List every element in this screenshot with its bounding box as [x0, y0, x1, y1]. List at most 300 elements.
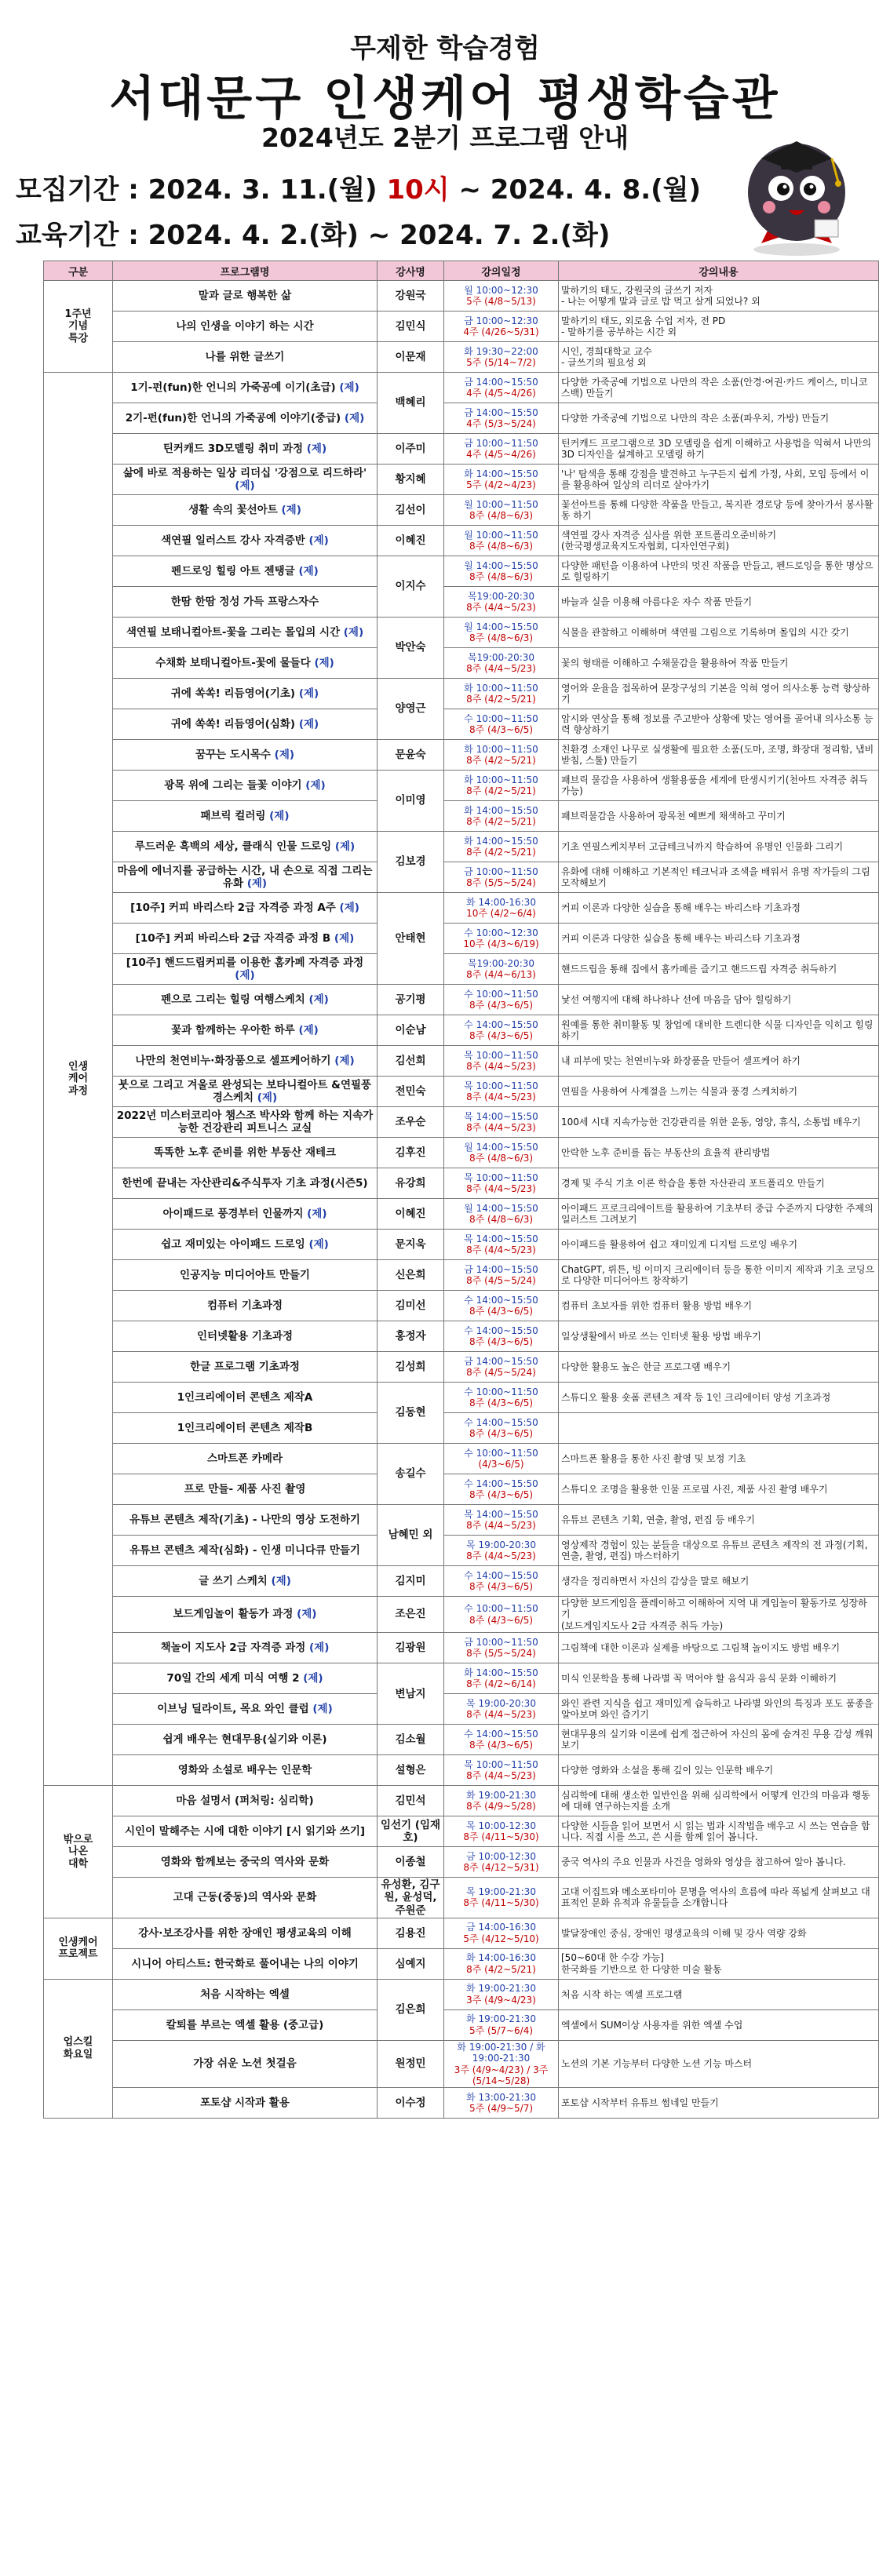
program-name-cell [113, 587, 378, 618]
schedule-time: 수 10:00~11:50 [464, 712, 538, 724]
description-cell: 처음 시작 하는 엑셀 프로그램 [559, 1979, 879, 2009]
table-row [44, 1199, 879, 1230]
schedule-weeks: 10주 (4/2~6/4) [466, 908, 536, 919]
instructor-cell: 문윤숙 [378, 740, 444, 771]
program-name-cell [113, 1597, 378, 1633]
instructor-cell: 황지혜 [378, 465, 444, 495]
schedule-weeks: 8주 (4/4~5/23) [466, 1244, 536, 1255]
schedule-time: 화 14:00~15:50 [464, 835, 538, 847]
table-row [44, 1566, 879, 1597]
schedule-cell [444, 924, 559, 954]
schedule-cell [444, 1260, 559, 1291]
table-row [44, 1536, 879, 1566]
program-name-cell [113, 1694, 378, 1725]
program-name-cell [113, 1536, 378, 1566]
program-name-cell [113, 1918, 378, 1948]
schedule-time: 수 14:00~15:50 [464, 1477, 538, 1489]
schedule-weeks: 5주 (5/7~6/4) [469, 2024, 534, 2036]
schedule-time: 목19:00-20:30 [467, 651, 535, 663]
program-tag: (제) [298, 564, 319, 578]
category-cell: 인생케어 프로젝트 [44, 1918, 113, 1979]
description-cell: 기초 연필스케치부터 고급테크닉까지 학습하여 유명인 인물화 그리기 [559, 832, 879, 862]
program-name: 2022년 미스터코리아 챔스조 박사와 함께 하는 지속가능한 건강관리 피트니스 교실 [116, 1109, 374, 1135]
schedule-cell [444, 1633, 559, 1663]
table-row [44, 893, 879, 924]
schedule-weeks: 8주 (4/3~6/5) [469, 1614, 534, 1626]
program-name-cell [113, 985, 378, 1015]
instructor-cell: 김후진 [378, 1138, 444, 1168]
program-name-cell [113, 465, 378, 495]
recruit-period [16, 168, 701, 206]
table-row [44, 1107, 879, 1138]
description-cell: 발달장애인 중심, 장애인 평생교육의 이해 및 강사 역량 강화 [559, 1918, 879, 1948]
schedule-cell [444, 1536, 559, 1566]
table-row [44, 1046, 879, 1077]
instructor-cell: 공기평 [378, 985, 444, 1015]
description-cell: 바늘과 실을 이용해 아름다운 자수 작품 만들기 [559, 587, 879, 618]
program-name-cell [113, 526, 378, 556]
description-cell: 심리학에 대해 생소한 일반인을 위해 심리학에서 어떻게 인간의 마음과 행동에 대해 연구하는지를 소개 [559, 1786, 879, 1816]
description-cell: 현대무용의 실기와 이론에 쉽게 접근하여 자신의 몸에 숨겨진 무용 감성 깨워보기 [559, 1725, 879, 1755]
program-name: 쉽게 배우는 현대무용(실기와 이론) [162, 1733, 327, 1747]
recruit-label: 모집기간 : 2024. 3. 11.(월) [16, 174, 387, 206]
table-row [44, 832, 879, 862]
table-row [44, 2088, 879, 2119]
schedule-cell [444, 1566, 559, 1597]
schedule-cell [444, 1015, 559, 1046]
schedule-time: 금 10:00~11:50 [464, 1636, 538, 1648]
program-tag: (제) [281, 503, 301, 516]
program-name-cell [113, 342, 378, 373]
program-tag: (제) [312, 1703, 333, 1716]
schedule-time: 수 10:00~11:50 [464, 1603, 538, 1615]
program-name-cell [113, 709, 378, 740]
education-period: 교육기간 : 2024. 4. 2.(화) ~ 2024. 7. 2.(화) [16, 220, 611, 251]
schedule-time: 화 14:00~15:50 [464, 468, 538, 479]
description-cell: 미식 인문학을 통해 나라별 꼭 먹어야 할 음식과 음식 문화 이해하기 [559, 1663, 879, 1694]
program-name: 책놀이 지도사 2급 자격증 과정 [160, 1641, 306, 1655]
schedule-time: 목 19:00-21:30 [466, 1886, 536, 1898]
program-name: [10주] 핸드드립커피를 이용한 홈카페 자격증 과정 [126, 956, 364, 969]
schedule-weeks: 8주 (4/4~5/23) [466, 663, 536, 674]
schedule-cell [444, 1230, 559, 1260]
table-row [44, 1948, 879, 1979]
schedule-cell [444, 434, 559, 465]
description-cell: 다양한 보드게임을 플레이하고 이해하여 지역 내 게임놀이 활동가로 성장하기 (보드게임지도사 2급 자격증 취득 가능) [559, 1597, 879, 1633]
schedule-cell [444, 1352, 559, 1383]
schedule-cell [444, 403, 559, 434]
program-name: 영화와 함께보는 중국의 역사와 문화 [160, 1856, 330, 1869]
schedule-time: 금 14:00~15:50 [464, 376, 538, 388]
schedule-cell [444, 1505, 559, 1536]
schedule-weeks: 8주 (4/4~5/23) [466, 1091, 536, 1102]
description-cell: 유화에 대해 이해하고 기본적인 테크닉과 조색을 배워서 유명 작가들의 그림 모작해보기 [559, 862, 879, 893]
table-row [44, 1694, 879, 1725]
schedule-time: 화 14:00~15:50 [464, 804, 538, 816]
schedule-weeks: 8주 (4/8~6/3) [469, 632, 534, 643]
description-cell: 꽃선아트를 통해 다양한 작품을 만들고, 복지관 경로당 등에 찾아가서 봉사활동 하기 [559, 495, 879, 526]
table-row [44, 495, 879, 526]
program-name-cell [113, 618, 378, 648]
schedule-weeks: 8주 (4/8~6/3) [469, 1153, 534, 1164]
schedule-time: 목 10:00~11:50 [464, 1049, 538, 1061]
program-name: 프로 만들- 제품 사진 촬영 [184, 1482, 306, 1496]
schedule-weeks: 4주 (4/26~5/31) [463, 326, 539, 337]
program-name: 생활 속의 꽃선아트 [188, 503, 278, 516]
schedule-cell [444, 679, 559, 709]
schedule-weeks: 8주 (4/2~5/21) [466, 816, 536, 827]
program-tag: (제) [297, 1608, 317, 1621]
schedule-cell [444, 2088, 559, 2119]
program-name: 영화와 소설로 배우는 인문학 [177, 1764, 312, 1777]
category-cell: 밖으로 나온 대학 [44, 1786, 113, 1918]
instructor-cell: 조우순 [378, 1107, 444, 1138]
schedule-time: 수 10:00~11:50 [464, 988, 538, 1000]
instructor-cell: 김은희 [378, 1979, 444, 2040]
description-cell: 식물을 관찰하고 이해하며 색연필 그림으로 기록하며 몰입의 시간 갖기 [559, 618, 879, 648]
program-name: 시인이 말해주는 시에 대한 이야기 [시 읽기와 쓰기] [124, 1825, 366, 1838]
schedule-cell [444, 771, 559, 801]
description-cell: '나' 탐색을 통해 강점을 발견하고 누구든지 쉽게 가정, 사회, 모임 등에서 이를 활용하여 일상의 리더로 살아가기 [559, 465, 879, 495]
schedule-cell [444, 1383, 559, 1413]
schedule-cell [444, 1878, 559, 1918]
table-row [44, 526, 879, 556]
program-tag: (제) [246, 877, 268, 890]
program-tag: (제) [308, 534, 329, 547]
schedule-weeks: 3주 (4/9~4/23) [466, 1994, 536, 2006]
instructor-cell: 이순남 [378, 1015, 444, 1046]
program-name: 귀에 쏙쏙! 리듬영어(심화) [170, 717, 296, 731]
table-row [44, 1847, 879, 1878]
description-cell: 색연필 강사 자격증 심사를 위한 포트폴리오준비하기 (한국평생교육지도자협회, 디자인연구회) [559, 526, 879, 556]
schedule-cell [444, 740, 559, 771]
description-cell: 틴커캐드 프로그램으로 3D 모델링을 쉽게 이해하고 사용법을 익혀서 나만의 3D 디자인을 설계하고 모델링 하기 [559, 434, 879, 465]
schedule-cell [444, 1138, 559, 1168]
table-row [44, 1138, 879, 1168]
program-name-cell [113, 1321, 378, 1352]
program-name-cell [113, 1413, 378, 1444]
schedule-weeks: 5주 (5/14~7/2) [466, 357, 536, 368]
schedule-time: 목 10:00-12:30 [466, 1820, 536, 1831]
table-row [44, 1230, 879, 1260]
schedule-cell [444, 1755, 559, 1786]
program-tag: (제) [298, 717, 319, 731]
description-cell: 암시와 연상을 통해 정보를 주고받아 상황에 맞는 영어를 골어내 의사소통 능력 향상하기 [559, 709, 879, 740]
page-title: 서대문구 인생케어 평생학습관 [109, 71, 781, 126]
table-row [44, 2009, 879, 2040]
schedule-time: 화 10:00~11:50 [464, 743, 538, 755]
program-name-cell [113, 1474, 378, 1505]
description-cell: 스튜디오 활용 숏폼 콘텐츠 제작 등 1인 크리에이터 양성 기초과정 [559, 1383, 879, 1413]
instructor-cell: 강원국 [378, 281, 444, 312]
schedule-cell [444, 1847, 559, 1878]
program-name: 2기-펀(fun)한 언니의 가죽공예 이야기(중급) [125, 411, 341, 424]
program-name-cell [113, 801, 378, 832]
instructor-cell: 이종철 [378, 1847, 444, 1878]
instructor-cell: 박안숙 [378, 618, 444, 679]
schedule-time: 월 14:00~15:50 [464, 1141, 538, 1153]
schedule-cell [444, 1816, 559, 1847]
description-cell: 낯선 여행지에 대해 하나하나 선에 마음을 담아 힐링하기 [559, 985, 879, 1015]
schedule-weeks: 8주 (4/5~5/24) [466, 1275, 536, 1286]
schedule-cell [444, 985, 559, 1015]
program-name-cell [113, 281, 378, 312]
schedule-cell [444, 373, 559, 403]
program-name: 귀에 쏙쏙! 리듬영어(기초) [170, 687, 296, 700]
program-name: 마음에 에너지를 공급하는 시간, 내 손으로 직접 그리는 유화 [117, 864, 373, 890]
program-name: 시니어 아티스트: 한국화로 풀어내는 나의 이야기 [131, 1957, 359, 1970]
schedule-weeks: 10주 (4/3~6/19) [463, 938, 539, 949]
schedule-time: 목 14:00~15:50 [464, 1233, 538, 1244]
schedule-time: 목 19:00-20:30 [466, 1539, 536, 1550]
table-row [44, 1878, 879, 1918]
program-tag: (제) [314, 656, 334, 669]
program-name: 쉽고 재미있는 아이패드 드로잉 [161, 1237, 305, 1251]
description-cell: 말하기의 태도, 외로움 수업 저자, 전 PD - 말하기를 공부하는 시간 외 [559, 312, 879, 342]
schedule-cell [444, 1413, 559, 1444]
program-name-cell [113, 1107, 378, 1138]
program-tag: (제) [339, 901, 359, 914]
instructor-cell: 심예지 [378, 1948, 444, 1979]
program-name-cell [113, 1979, 378, 2009]
description-cell: 커피 이론과 다양한 실습을 통해 배우는 바리스타 기초과정 [559, 893, 879, 924]
schedule-time: 화 10:00~11:50 [464, 682, 538, 694]
table-row [44, 1474, 879, 1505]
program-name: 광목 위에 그리는 들꽃 이야기 [164, 778, 302, 792]
schedule-time: 목 10:00~11:50 [464, 1080, 538, 1091]
schedule-time: 화 14:00-16:30 [466, 896, 536, 908]
program-name-cell [113, 1077, 378, 1107]
schedule-cell [444, 1918, 559, 1948]
program-tag: (제) [298, 687, 319, 700]
table-row [44, 1918, 879, 1948]
description-cell: 스마트폰 활용을 통한 사진 촬영 및 보정 기초 [559, 1444, 879, 1474]
program-tag: (제) [334, 931, 355, 945]
program-tag: (제) [334, 840, 356, 853]
schedule-weeks: 8주 (4/3~6/5) [469, 1428, 534, 1439]
table-row [44, 373, 879, 403]
schedule-cell [444, 342, 559, 373]
schedule-time: 화 19:30~22:00 [464, 345, 538, 357]
schedule-cell [444, 1979, 559, 2009]
schedule-time: 목 19:00-20:30 [466, 1697, 536, 1709]
instructor-cell: 김동현 [378, 1383, 444, 1444]
program-name-cell [113, 1786, 378, 1816]
schedule-cell [444, 954, 559, 985]
program-name: 인공지능 미디어아트 만들기 [180, 1268, 310, 1281]
schedule-weeks: 8주 (5/5~5/24) [466, 877, 536, 888]
program-name-cell [113, 1725, 378, 1755]
program-name: 보드게임놀이 활동가 과정 [173, 1608, 294, 1621]
schedule-time: 수 14:00~15:50 [464, 1294, 538, 1306]
program-name: 70일 간의 세계 미식 여행 2 [166, 1672, 300, 1685]
schedule-cell [444, 709, 559, 740]
program-name: 인터넷활용 기초과정 [196, 1329, 294, 1343]
instructor-cell: 김광원 [378, 1633, 444, 1663]
schedule-time: 화 14:00~15:50 [464, 1667, 538, 1678]
instructor-cell: 김민식 [378, 312, 444, 342]
description-cell: 친환경 소재인 나무로 실생활에 필요한 소품(도마, 조명, 화장대 정리함, 냅비 받침, 스툴) 만들기 [559, 740, 879, 771]
table-row [44, 1505, 879, 1536]
table-row [44, 1291, 879, 1321]
schedule-cell [444, 465, 559, 495]
schedule-time: 목 10:00~11:50 [464, 1758, 538, 1770]
schedule-weeks: 8주 (4/4~6/13) [466, 969, 536, 980]
schedule-time: 수 14:00~15:50 [464, 1569, 538, 1581]
schedule-weeks: 8주 (4/3~6/5) [469, 1397, 534, 1408]
schedule-cell [444, 281, 559, 312]
schedule-time: 수 10:00~12:30 [464, 927, 538, 938]
schedule-time: 수 14:00~15:50 [464, 1728, 538, 1740]
table-row [44, 587, 879, 618]
description-cell: 아이패드를 활용하여 쉽고 재미있게 디지털 드로잉 배우기 [559, 1230, 879, 1260]
schedule-time: 수 10:00~11:50 [464, 1447, 538, 1459]
description-cell: 패브릭물감을 사용하여 광목천 예쁘게 채색하고 꾸미기 [559, 801, 879, 832]
program-name: 아이패드로 풍경부터 인물까지 [162, 1207, 304, 1220]
instructor-cell: 안태현 [378, 893, 444, 985]
program-name-cell [113, 1260, 378, 1291]
table-row [44, 1168, 879, 1199]
table-row [44, 740, 879, 771]
instructor-cell: 이문재 [378, 342, 444, 373]
program-name: 고대 근동(중동)의 역사와 문화 [173, 1891, 317, 1904]
program-name: 한번에 끝내는 자산관리&주식투자 기초 과정(시즌5) [122, 1176, 368, 1190]
category-cell: 업스킬 화요일 [44, 1979, 113, 2119]
schedule-time: 월 14:00~15:50 [464, 1202, 538, 1214]
program-name-cell [113, 1383, 378, 1413]
program-name: 이브닝 딜라이트, 목요 와인 클럽 [157, 1703, 309, 1716]
program-tag: (제) [308, 993, 329, 1006]
program-name-cell [113, 893, 378, 924]
schedule-cell [444, 556, 559, 587]
schedule-cell [444, 2040, 559, 2088]
schedule-time: 화 10:00~11:50 [464, 774, 538, 785]
program-name: 유튜브 콘텐츠 제작(심화) - 인생 미니다큐 만들기 [129, 1543, 360, 1557]
table-row [44, 862, 879, 893]
schedule-cell [444, 1107, 559, 1138]
schedule-weeks: 8주 (4/4~5/23) [466, 1550, 536, 1561]
description-cell: 포토샵 시작부터 유튜브 썸네일 만들기 [559, 2088, 879, 2119]
schedule-time: 화 14:00-16:30 [466, 1952, 536, 1964]
description-cell: [50~60대 한 수강 가능] 한국화를 기반으로 한 다양한 미술 활동 [559, 1948, 879, 1979]
schedule-weeks: 8주 (4/4~5/23) [466, 1709, 536, 1721]
schedule-weeks: 5주 (4/8~5/13) [466, 296, 536, 307]
description-cell: 다양한 가죽공예 기법으로 나만의 작은 소품(파우치, 가방) 만들기 [559, 403, 879, 434]
schedule-weeks: 8주 (4/2~5/21) [466, 755, 536, 766]
program-name: 강사·보조강사를 위한 장애인 평생교육의 이해 [138, 1926, 352, 1940]
instructor-cell: 김지미 [378, 1566, 444, 1597]
schedule-weeks: 8주 (4/4~5/23) [466, 1520, 536, 1531]
program-tag: (제) [274, 748, 295, 761]
program-tag: (제) [308, 1237, 329, 1251]
description-cell: 시인, 경희대학교 교수 - 글쓰기의 필요성 외 [559, 342, 879, 373]
schedule-weeks: 8주 (4/8~6/3) [469, 510, 534, 521]
col-description: 강의내용 [559, 261, 879, 281]
description-cell: 아이패드 프로크리에이트를 활용하여 기초부터 중급 수준까지 다양한 주제의 일러스트 그려보기 [559, 1199, 879, 1230]
program-tag: (제) [334, 1054, 355, 1067]
schedule-weeks: 8주 (4/5~5/24) [466, 1367, 536, 1378]
schedule-cell [444, 1077, 559, 1107]
instructor-cell: 원정민 [378, 2040, 444, 2088]
schedule-time: 금 14:00-16:30 [466, 1922, 536, 1933]
program-name: 수채화 보태니컬아트-꽃에 물들다 [155, 656, 311, 669]
schedule-weeks: 5주 (4/12~5/10) [463, 1933, 539, 1944]
instructor-cell: 이지수 [378, 556, 444, 618]
header [0, 0, 890, 259]
schedule-cell [444, 312, 559, 342]
table-row [44, 403, 879, 434]
instructor-cell: 문지욱 [378, 1230, 444, 1260]
schedule-weeks: 8주 (4/3~6/5) [469, 1030, 534, 1041]
schedule-weeks: 8주 (5/5~5/24) [466, 1648, 536, 1660]
program-name-cell [113, 1444, 378, 1474]
description-cell: 스튜디오 조명을 활용한 인물 프로필 사진, 제품 사진 촬영 배우기 [559, 1474, 879, 1505]
table-row [44, 2040, 879, 2088]
program-name: 패브릭 컬러링 [200, 809, 266, 822]
program-name-cell [113, 403, 378, 434]
instructor-cell: 남혜민 외 [378, 1505, 444, 1566]
schedule-weeks: 8주 (4/2~5/21) [466, 1963, 536, 1975]
schedule-weeks: 8주 (4/2~5/21) [466, 785, 536, 796]
description-cell: 패브릭 물감을 사용하여 생활용품을 세계에 탄생시키기(천아트 자격증 취득 가능) [559, 771, 879, 801]
program-name-cell [113, 832, 378, 862]
instructor-cell: 신은희 [378, 1260, 444, 1291]
program-name: 루드러운 흑백의 세상, 클래식 인물 드로잉 [134, 840, 332, 853]
program-name-cell [113, 2009, 378, 2040]
description-cell: 생각을 정리하면서 자신의 감상을 말로 해보기 [559, 1566, 879, 1597]
table-row [44, 1725, 879, 1755]
schedule-weeks: 8주 (4/9~5/28) [466, 1801, 536, 1813]
table-row [44, 1444, 879, 1474]
instructor-cell: 양영근 [378, 679, 444, 740]
instructor-cell: 이미영 [378, 771, 444, 832]
description-cell: 연필을 사용하여 사계절을 느끼는 식물과 풍경 스케치하기 [559, 1077, 879, 1107]
schedule-cell [444, 1291, 559, 1321]
description-cell: 중국 역사의 주요 인물과 사건을 영화와 영상을 참고하여 알아 봅니다. [559, 1847, 879, 1878]
description-cell: 엑셀에서 SUM이상 사용자를 위한 엑셀 수업 [559, 2009, 879, 2040]
program-name-cell [113, 679, 378, 709]
program-name-cell [113, 648, 378, 679]
table-row [44, 1597, 879, 1633]
schedule-weeks: 8주 (4/8~6/3) [469, 1214, 534, 1225]
instructor-cell: 김미선 [378, 1291, 444, 1321]
header-kicker: 무제한 학습경험 [350, 33, 540, 64]
program-tag: (제) [235, 969, 255, 982]
schedule-cell [444, 1663, 559, 1694]
schedule-time: 화 13:00-21:30 [466, 2091, 536, 2103]
schedule-weeks: (4/3~6/5) [478, 1459, 524, 1470]
program-tag: (제) [305, 778, 326, 792]
schedule-cell [444, 2009, 559, 2040]
schedule-weeks: 4주 (4/5~4/26) [466, 449, 536, 460]
instructor-cell: 임선기 (임재호) [378, 1816, 444, 1847]
schedule-cell [444, 1948, 559, 1979]
program-tag: (제) [343, 625, 364, 639]
program-tag: (제) [306, 442, 327, 455]
schedule-weeks: 8주 (4/2~5/21) [466, 847, 536, 858]
table-row [44, 465, 879, 495]
schedule-cell [444, 1321, 559, 1352]
program-name: 한땀 한땀 정성 가득 프랑스자수 [170, 595, 319, 608]
schedule-cell [444, 1046, 559, 1077]
instructor-cell: 홍정자 [378, 1321, 444, 1352]
schedule-time: 금 10:00~11:50 [464, 437, 538, 449]
program-name-cell [113, 862, 378, 893]
table-row [44, 1413, 879, 1444]
program-name: 1인크리에이터 콘텐츠 제작A [177, 1390, 313, 1404]
description-cell: 경제 및 주식 기초 이론 학습을 통한 자산관리 포트폴리오 만들기 [559, 1168, 879, 1199]
program-name: 펜드로잉 힐링 아트 젠탱글 [171, 564, 295, 578]
